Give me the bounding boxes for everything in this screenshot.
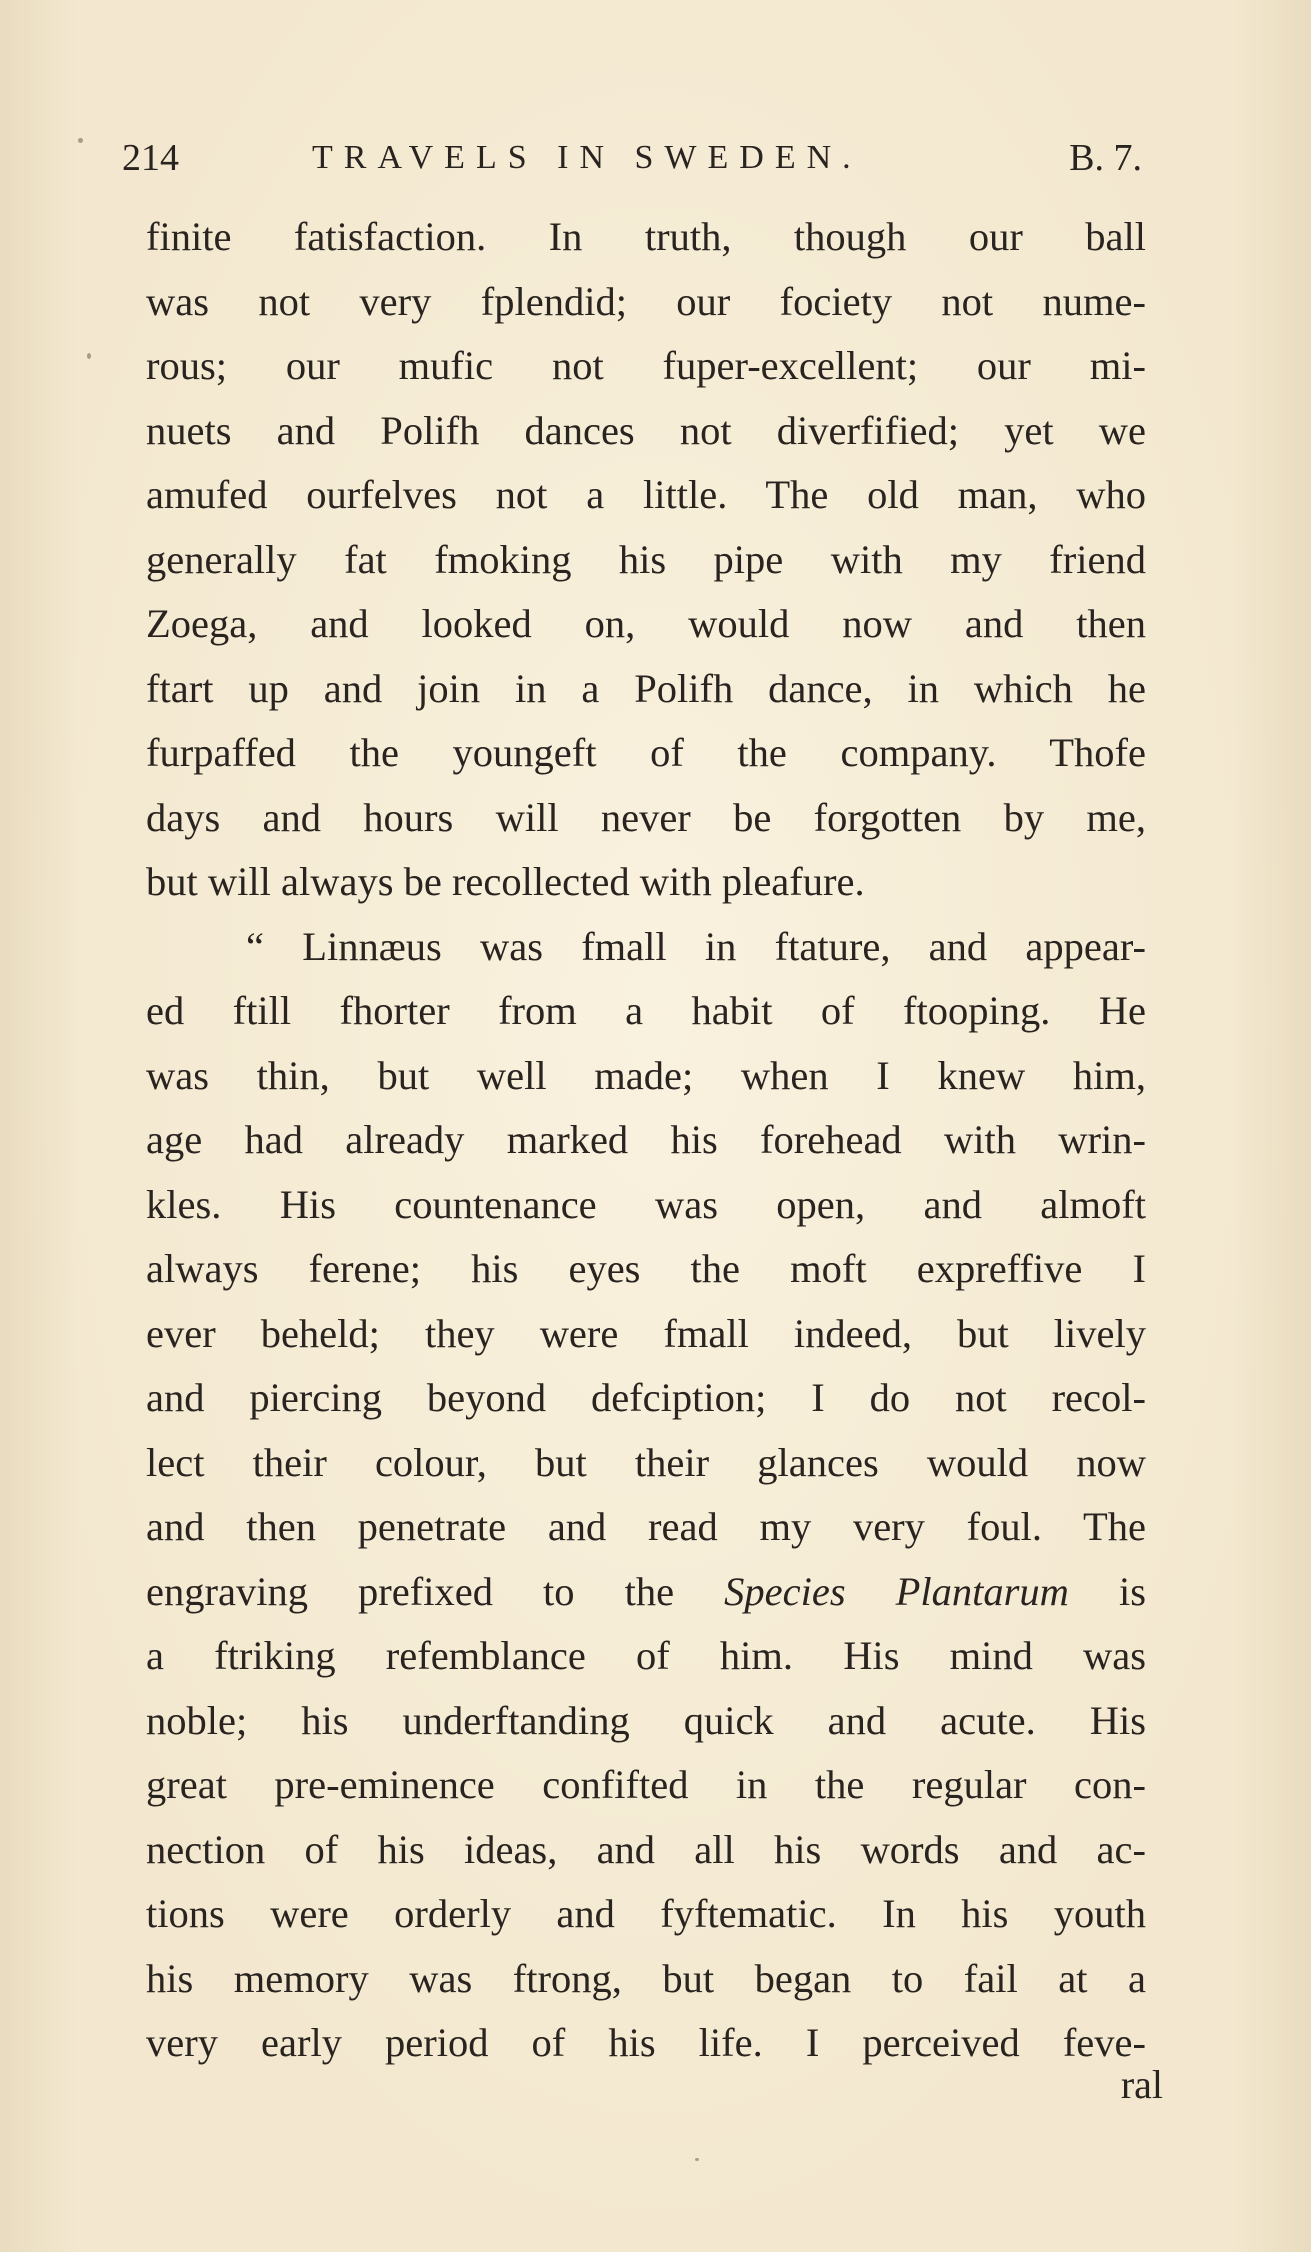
text-line: nuets and Polifh dances not diverfified; yet we — [146, 407, 1146, 453]
text-line: but will always be recollected with pleafure. — [146, 859, 865, 904]
running-header — [122, 128, 1142, 188]
line-text-after: is — [1068, 1568, 1146, 1614]
text-line: nection of his ideas, and all his words and ac- — [146, 1826, 1146, 1872]
line-text-before: engraving prefixed to the — [146, 1568, 725, 1614]
italic-title: Species Plantarum — [724, 1568, 1069, 1614]
text-line: ed ftill fhorter from a habit of ftooping. He — [146, 988, 1146, 1033]
text-line: age had already marked his forehead with wrin- — [146, 1117, 1146, 1162]
text-line: was not very fplendid; our fociety not nume- — [146, 278, 1146, 324]
text-line: and piercing beyond defciption; I do not recol- — [146, 1375, 1146, 1420]
text-line: generally fat fmoking his pipe with my friend — [146, 536, 1146, 582]
page-number: 214 — [122, 137, 179, 179]
text-line: ftart up and join in a Polifh dance, in which he — [146, 665, 1146, 711]
text-line: kles. His countenance was open, and almoft — [146, 1181, 1146, 1227]
text-line: lect their colour, but their glances would now — [146, 1439, 1146, 1485]
text-line: amufed ourfelves not a little. The old man, who — [146, 472, 1146, 517]
text-line: ever beheld; they were fmall indeed, but lively — [146, 1310, 1146, 1356]
text-line: Zoega, and looked on, would now and then — [146, 601, 1146, 646]
text-line: his memory was ftrong, but began to fail at a — [146, 1955, 1146, 2001]
text-line: rous; our mufic not fuper-excellent; our mi- — [146, 343, 1146, 388]
text-line: finite fatisfaction. In truth, though our ball — [146, 214, 1146, 259]
text-line: furpaffed the youngeft of the company. Thofe — [146, 730, 1146, 775]
text-line: very early period of his life. I perceived feve- — [146, 2020, 1146, 2065]
book-reference: B. 7. — [1069, 137, 1142, 179]
text-line: noble; his underftanding quick and acute. His — [146, 1697, 1146, 1743]
text-line: was thin, but well made; when I knew him, — [146, 1052, 1146, 1098]
body-text — [146, 205, 1146, 2076]
paragraph-start-line: “ Linnæus was fmall in ftature, and appear- — [246, 923, 1146, 969]
running-title: TRAVELS IN SWEDEN. — [312, 139, 862, 176]
text-line: always ferene; his eyes the moft expreffive I — [146, 1246, 1146, 1291]
paper-speck — [78, 138, 83, 143]
text-line: days and hours will never be forgotten by me, — [146, 794, 1146, 840]
paper-speck — [87, 353, 91, 359]
text-line: a ftriking refemblance of him. His mind was — [146, 1633, 1146, 1678]
text-line: and then penetrate and read my very foul. The — [146, 1504, 1146, 1549]
text-line: tions were orderly and fyftematic. In his youth — [146, 1891, 1146, 1936]
paper-speck — [695, 2158, 699, 2161]
text-line: great pre-eminence confifted in the regular con- — [146, 1762, 1146, 1807]
text-line-with-italic — [146, 1560, 1146, 1625]
catchword: ral — [1120, 2062, 1163, 2107]
